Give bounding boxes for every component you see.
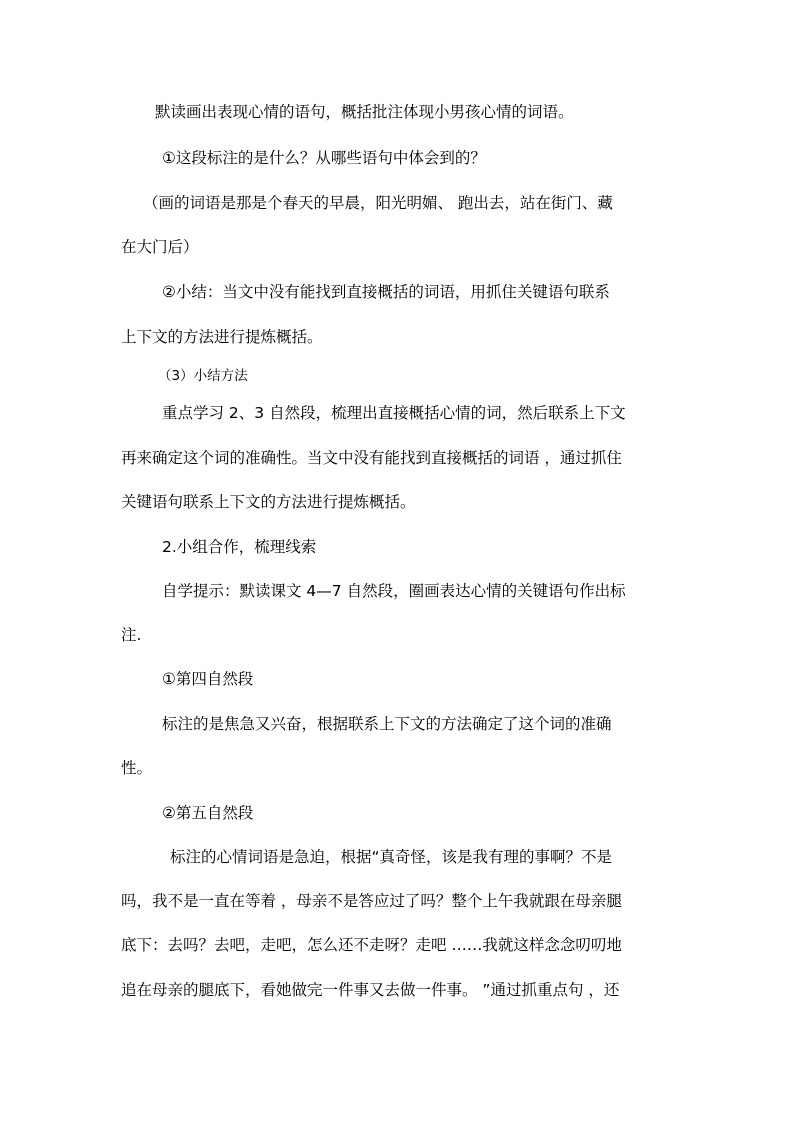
text-line-para4-b: 性。 — [121, 759, 153, 777]
text-line-method-a: 重点学习 2、3 自然段，梳理出直接概括心情的词，然后联系上下文 — [162, 404, 626, 422]
text-line-hint-a: 自学提示：默读课文 4—7 自然段，圈画表达心情的关键语句作出标 — [162, 582, 626, 600]
text-line-method-b: 再来确定这个词的准确性。当文中没有能找到直接概括的词语 ，通过抓住 — [121, 449, 622, 467]
text-line-para5-a: 标注的心情词语是急迫，根据“真奇怪，该是我有理的事啊？不是 — [170, 848, 613, 866]
text-line-intro: 默读画出表现心情的语句，概括批注体现小男孩心情的词语。 — [155, 103, 574, 121]
text-line-para5-d: 追在母亲的腿底下，看她做完一件事又去做一件事。 ”通过抓重点句 ，还 — [121, 981, 620, 999]
section-heading-method: （3）小结方法 — [158, 368, 248, 384]
text-line-para4-a: 标注的是焦急又兴奋，根据联系上下文的方法确定了这个词的准确 — [162, 715, 612, 733]
section-heading-para-4: ①第四自然段 — [162, 670, 254, 688]
text-line-hint-b: 注. — [121, 626, 142, 644]
text-line-answer-1b: 在大门后） — [121, 238, 199, 256]
text-line-summary-a: ②小结：当文中没有能找到直接概括的词语，用抓住关键语句联系 — [162, 283, 610, 301]
text-line-method-c: 关键语句联系上下文的方法进行提炼概括。 — [121, 493, 416, 511]
text-line-answer-1a: （画的词语是那是个春天的早晨，阳光明媚、 跑出去，站在街门、藏 — [143, 194, 613, 212]
text-line-para5-c: 底下：去吗？去吧，走吧，怎么还不走呀？走吧 ……我就这样念念叨叨地 — [121, 936, 622, 954]
text-line-para5-b: 吗，我不是一直在等着 ，母亲不是答应过了吗？整个上午我就跟在母亲腿 — [121, 892, 622, 910]
text-line-summary-b: 上下文的方法进行提炼概括。 — [121, 328, 323, 346]
text-line-question-1: ①这段标注的是什么？从哪些语句中体会到的？ — [162, 149, 486, 167]
section-heading-para-5: ②第五自然段 — [162, 804, 254, 822]
section-heading-group: 2.小组合作，梳理线索 — [162, 538, 317, 556]
